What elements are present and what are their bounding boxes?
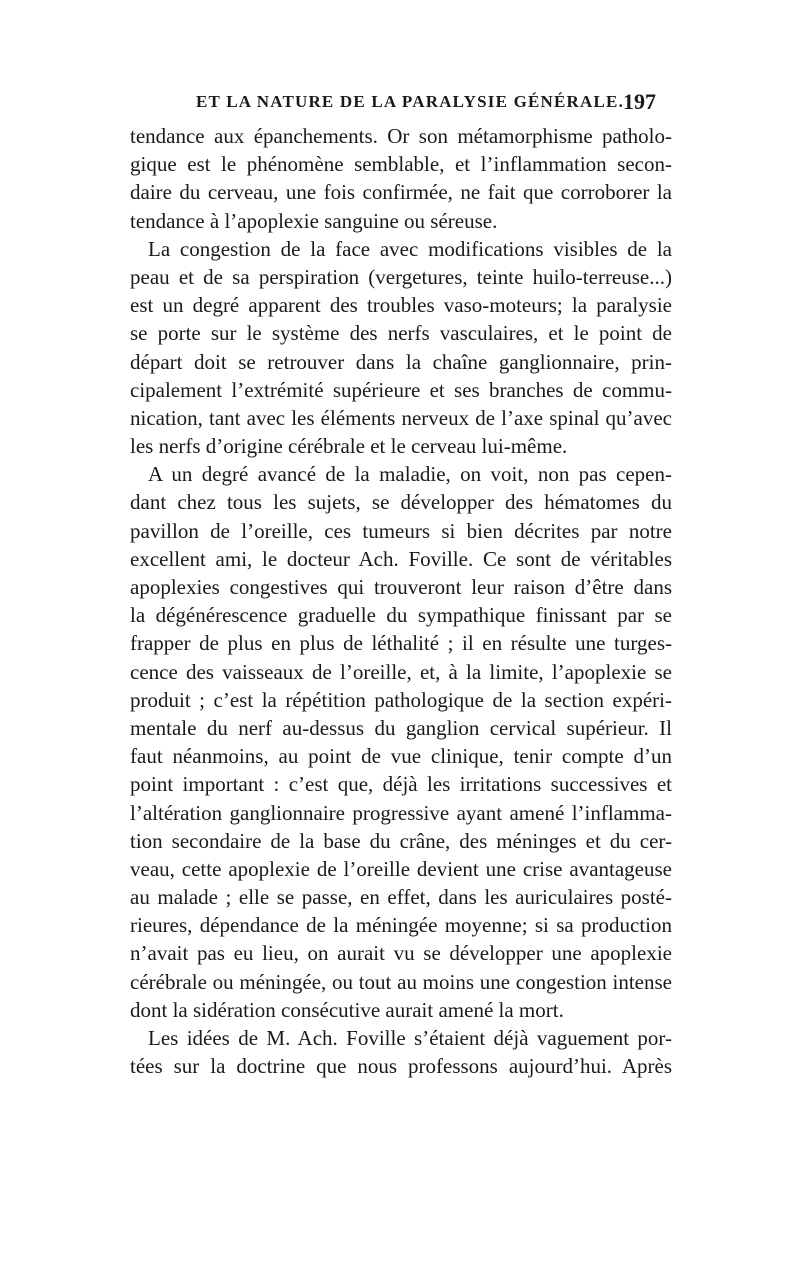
text-line: est un degré apparent des troubles vaso-moteurs; la paralysie bbox=[130, 293, 672, 318]
running-title: ET LA NATURE DE LA PARALYSIE GÉNÉRALE. bbox=[196, 92, 625, 111]
text-line: peau et de sa perspiration (vergetures, teinte huilo-terreuse...) bbox=[130, 264, 672, 289]
text-line: veau, cette apoplexie de l’oreille devient une crise avantageuse bbox=[130, 856, 672, 881]
text-line: tendance à l’apoplexie sanguine ou séreuse. bbox=[130, 208, 498, 233]
paragraph-first-line: Les idées de M. Ach. Foville s’étaient déjà vaguement por- bbox=[148, 1026, 672, 1050]
text-line: cipalement l’extrémité supérieure et ses branches de commu- bbox=[130, 377, 672, 402]
text-line: au malade ; elle se passe, en effet, dans les auriculaires posté- bbox=[130, 885, 672, 910]
text-line: n’avait pas eu lieu, on aurait vu se développer une apoplexie bbox=[130, 941, 672, 966]
paragraph-first-line: La congestion de la face avec modifications visibles de la bbox=[148, 236, 672, 261]
text-line: gique est le phénomène semblable, et l’inflammation secon- bbox=[130, 152, 672, 177]
text-line: cence des vaisseaux de l’oreille, et, à la limite, l’apoplexie se bbox=[130, 659, 672, 684]
text-line: daire du cerveau, une fois confirmée, ne fait que corroborer la bbox=[130, 180, 672, 205]
text-line: mentale du nerf au-dessus du ganglion cervical supérieur. Il bbox=[130, 715, 672, 740]
text-line: les nerfs d’origine cérébrale et le cerveau lui-même. bbox=[130, 434, 568, 459]
text-line: rieures, dépendance de la méningée moyenne; si sa production bbox=[130, 913, 672, 938]
text-line: dant chez tous les sujets, se développer des hématomes du bbox=[130, 490, 672, 515]
text-line: se porte sur le système des nerfs vasculaires, et le point de bbox=[130, 321, 672, 346]
text-line: dont la sidération consécutive aurait amené la mort. bbox=[130, 997, 564, 1022]
text-line: apoplexies congestives qui trouveront leur raison d’être dans bbox=[130, 575, 672, 599]
text-line: frapper de plus en plus de léthalité ; il en résulte une turges- bbox=[130, 631, 672, 656]
paragraph-first-line: A un degré avancé de la maladie, on voit, non pas cepen- bbox=[148, 462, 672, 487]
text-line: départ doit se retrouver dans la chaîne ganglionnaire, prin- bbox=[130, 349, 672, 374]
running-head bbox=[196, 89, 656, 118]
text-line: tées sur la doctrine que nous professons aujourd’hui. Après bbox=[130, 1054, 672, 1079]
text-line: point important : c’est que, déjà les irritations successives et bbox=[130, 772, 672, 797]
text-line: la dégénérescence graduelle du sympathique finissant par se bbox=[130, 603, 672, 628]
text-line: excellent ami, le docteur Ach. Foville. Ce sont de véritables bbox=[130, 546, 672, 571]
text-line: tion secondaire de la base du crâne, des méninges et du cer- bbox=[130, 828, 672, 853]
page-number: 197 bbox=[623, 89, 656, 114]
text-line: produit ; c’est la répétition pathologique de la section expéri- bbox=[130, 687, 672, 712]
text-line: pavillon de l’oreille, ces tumeurs si bien décrites par notre bbox=[130, 518, 672, 543]
body-text bbox=[130, 122, 672, 1080]
text-line: faut néanmoins, au point de vue clinique, tenir compte d’un bbox=[130, 744, 672, 769]
text-line: l’altération ganglionnaire progressive ayant amené l’inflamma- bbox=[130, 800, 672, 825]
text-line: tendance aux épanchements. Or son métamorphisme patholo- bbox=[130, 124, 672, 148]
text-line: nication, tant avec les éléments nerveux de l’axe spinal qu’avec bbox=[130, 405, 672, 430]
text-line: cérébrale ou méningée, ou tout au moins une congestion intense bbox=[130, 969, 672, 994]
